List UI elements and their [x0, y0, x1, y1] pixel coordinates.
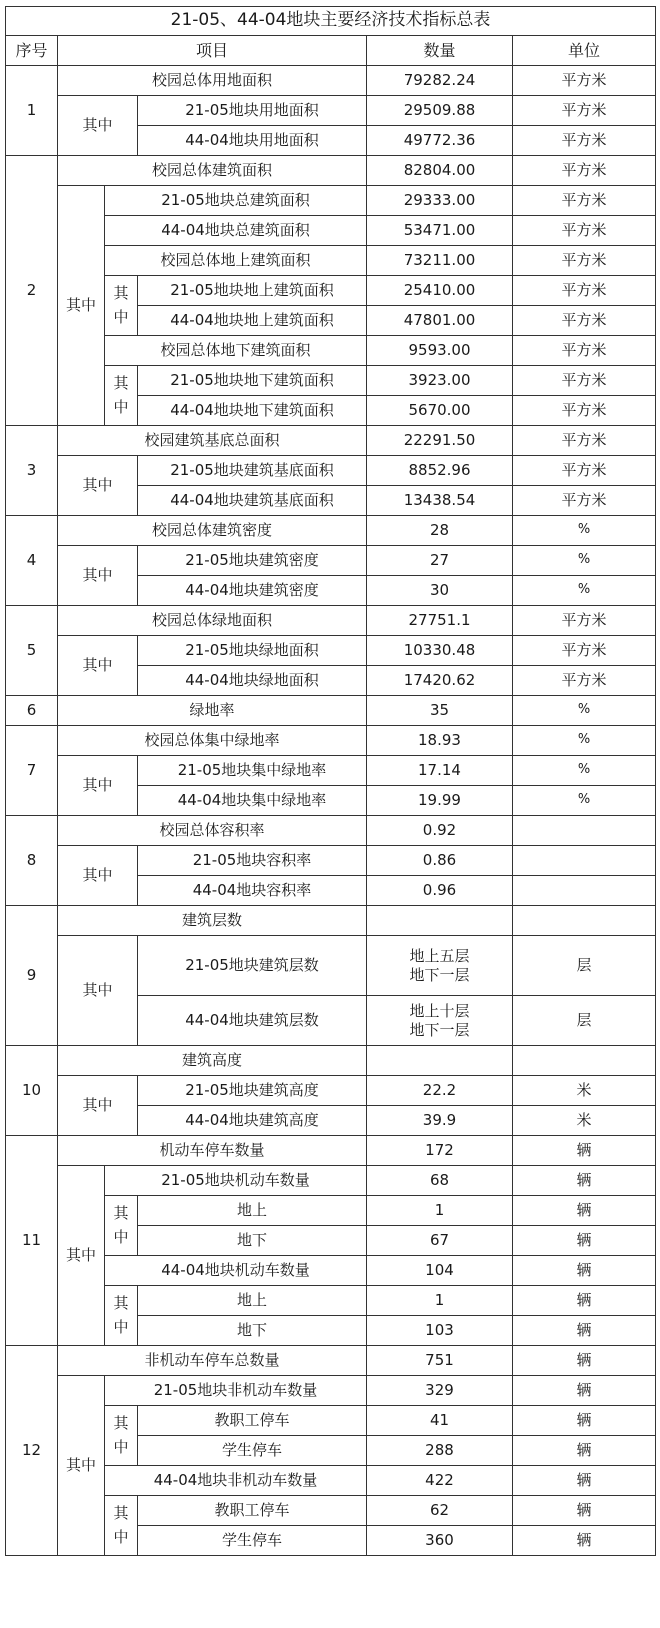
item-cell: 44-04地块建筑层数 — [138, 996, 367, 1046]
qizhong-label-vertical: 其 中 — [105, 1196, 138, 1256]
qty-cell: 3923.00 — [367, 366, 513, 396]
unit-cell: 辆 — [513, 1376, 656, 1406]
table-row — [6, 426, 656, 456]
unit-cell — [513, 876, 656, 906]
row-number: 5 — [6, 606, 58, 696]
item-cell: 21-05地块建筑基底面积 — [138, 456, 367, 486]
unit-cell: % — [513, 516, 656, 546]
qty-cell: 67 — [367, 1226, 513, 1256]
item-cell: 44-04地块建筑高度 — [138, 1106, 367, 1136]
table-row — [6, 1346, 656, 1376]
qty-cell: 41 — [367, 1406, 513, 1436]
item-cell: 21-05地块总建筑面积 — [105, 186, 367, 216]
unit-cell: 辆 — [513, 1526, 656, 1556]
qty-cell: 0.92 — [367, 816, 513, 846]
table-row — [6, 726, 656, 756]
qty-cell: 27751.1 — [367, 606, 513, 636]
table-row — [6, 1046, 656, 1076]
qty-cell: 8852.96 — [367, 456, 513, 486]
item-cell: 地上 — [138, 1196, 367, 1226]
item-cell: 44-04地块建筑基底面积 — [138, 486, 367, 516]
item-cell: 44-04地块地下建筑面积 — [138, 396, 367, 426]
item-cell: 44-04地块绿地面积 — [138, 666, 367, 696]
qty-cell: 288 — [367, 1436, 513, 1466]
unit-cell: 辆 — [513, 1166, 656, 1196]
item-cell: 44-04地块地上建筑面积 — [138, 306, 367, 336]
row-number: 3 — [6, 426, 58, 516]
unit-cell: 平方米 — [513, 96, 656, 126]
qty-cell: 53471.00 — [367, 216, 513, 246]
unit-cell: 辆 — [513, 1436, 656, 1466]
qty-cell: 0.96 — [367, 876, 513, 906]
unit-cell: 平方米 — [513, 606, 656, 636]
qty-cell: 172 — [367, 1136, 513, 1166]
qty-cell: 10330.48 — [367, 636, 513, 666]
item-cell: 21-05地块建筑密度 — [138, 546, 367, 576]
item-cell: 21-05地块集中绿地率 — [138, 756, 367, 786]
unit-cell: 平方米 — [513, 246, 656, 276]
qty-cell: 47801.00 — [367, 306, 513, 336]
qty-cell: 73211.00 — [367, 246, 513, 276]
qty-cell: 29333.00 — [367, 186, 513, 216]
qizhong-label-vertical: 其 中 — [105, 276, 138, 336]
unit-cell: % — [513, 696, 656, 726]
unit-cell: 平方米 — [513, 156, 656, 186]
item-cell: 学生停车 — [138, 1436, 367, 1466]
item-cell: 非机动车停车总数量 — [58, 1346, 367, 1376]
table-row — [6, 906, 656, 936]
qty-cell: 79282.24 — [367, 66, 513, 96]
item-cell: 21-05地块容积率 — [138, 846, 367, 876]
item-cell: 21-05地块用地面积 — [138, 96, 367, 126]
item-cell: 地上 — [138, 1286, 367, 1316]
qizhong-label: 其中 — [58, 846, 138, 906]
unit-cell: % — [513, 726, 656, 756]
unit-cell — [513, 846, 656, 876]
table-row — [6, 846, 656, 876]
qty-cell: 82804.00 — [367, 156, 513, 186]
item-cell: 21-05地块地上建筑面积 — [138, 276, 367, 306]
qizhong-label-vertical: 其 中 — [105, 1496, 138, 1556]
item-cell: 44-04地块集中绿地率 — [138, 786, 367, 816]
unit-cell: 平方米 — [513, 336, 656, 366]
table-row — [6, 156, 656, 186]
item-cell: 44-04地块建筑密度 — [138, 576, 367, 606]
qty-cell: 422 — [367, 1466, 513, 1496]
item-cell: 21-05地块非机动车数量 — [105, 1376, 367, 1406]
qizhong-label: 其中 — [58, 186, 105, 426]
qty-cell: 29509.88 — [367, 96, 513, 126]
row-number: 9 — [6, 906, 58, 1046]
qizhong-label: 其中 — [58, 546, 138, 606]
table-row — [6, 606, 656, 636]
qty-cell: 地上十层 地下一层 — [367, 996, 513, 1046]
table-title: 21-05、44-04地块主要经济技术指标总表 — [6, 7, 656, 36]
qty-cell: 25410.00 — [367, 276, 513, 306]
unit-cell: 平方米 — [513, 306, 656, 336]
unit-cell: 辆 — [513, 1346, 656, 1376]
unit-cell: 辆 — [513, 1136, 656, 1166]
qty-cell: 17420.62 — [367, 666, 513, 696]
item-cell: 校园总体地上建筑面积 — [105, 246, 367, 276]
qty-cell: 地上五层 地下一层 — [367, 936, 513, 996]
qty-cell: 13438.54 — [367, 486, 513, 516]
qty-cell: 30 — [367, 576, 513, 606]
qty-cell: 49772.36 — [367, 126, 513, 156]
item-cell: 44-04地块非机动车数量 — [105, 1466, 367, 1496]
qizhong-label: 其中 — [58, 936, 138, 1046]
qty-cell — [367, 906, 513, 936]
qty-cell: 17.14 — [367, 756, 513, 786]
unit-cell: 辆 — [513, 1496, 656, 1526]
qizhong-label: 其中 — [58, 1376, 105, 1556]
item-cell: 21-05地块绿地面积 — [138, 636, 367, 666]
qty-cell: 360 — [367, 1526, 513, 1556]
qty-cell: 39.9 — [367, 1106, 513, 1136]
qty-cell: 0.86 — [367, 846, 513, 876]
row-number: 11 — [6, 1136, 58, 1346]
item-cell: 建筑层数 — [58, 906, 367, 936]
unit-cell: 平方米 — [513, 636, 656, 666]
qty-cell: 28 — [367, 516, 513, 546]
item-cell: 44-04地块机动车数量 — [105, 1256, 367, 1286]
qty-cell: 9593.00 — [367, 336, 513, 366]
unit-cell: 平方米 — [513, 456, 656, 486]
row-number: 4 — [6, 516, 58, 606]
qty-cell: 104 — [367, 1256, 513, 1286]
unit-cell: 平方米 — [513, 276, 656, 306]
table-row — [6, 816, 656, 846]
unit-cell: 层 — [513, 996, 656, 1046]
qizhong-label: 其中 — [58, 636, 138, 696]
unit-cell: 平方米 — [513, 666, 656, 696]
item-cell: 校园总体地下建筑面积 — [105, 336, 367, 366]
qty-cell: 19.99 — [367, 786, 513, 816]
row-number: 6 — [6, 696, 58, 726]
header-no: 序号 — [6, 36, 58, 66]
unit-cell: 辆 — [513, 1466, 656, 1496]
item-cell: 校园总体用地面积 — [58, 66, 367, 96]
qty-cell: 1 — [367, 1196, 513, 1226]
unit-cell: 平方米 — [513, 366, 656, 396]
table-row — [6, 66, 656, 96]
item-cell: 教职工停车 — [138, 1496, 367, 1526]
unit-cell: 平方米 — [513, 486, 656, 516]
row-number: 8 — [6, 816, 58, 906]
header-qty: 数量 — [367, 36, 513, 66]
table-row — [6, 96, 656, 126]
unit-cell: 辆 — [513, 1406, 656, 1436]
qty-cell: 5670.00 — [367, 396, 513, 426]
unit-cell: % — [513, 576, 656, 606]
unit-cell: 辆 — [513, 1256, 656, 1286]
qizhong-label: 其中 — [58, 756, 138, 816]
unit-cell: % — [513, 546, 656, 576]
row-number: 1 — [6, 66, 58, 156]
item-cell: 教职工停车 — [138, 1406, 367, 1436]
qizhong-label: 其中 — [58, 456, 138, 516]
qty-cell: 18.93 — [367, 726, 513, 756]
indicator-table — [5, 6, 656, 1556]
item-cell: 21-05地块建筑层数 — [138, 936, 367, 996]
table-row — [6, 546, 656, 576]
qizhong-label-vertical: 其 中 — [105, 1406, 138, 1466]
table-row — [6, 516, 656, 546]
header-unit: 单位 — [513, 36, 656, 66]
qizhong-label: 其中 — [58, 1076, 138, 1136]
unit-cell: % — [513, 756, 656, 786]
table-row — [6, 636, 656, 666]
item-cell: 21-05地块地下建筑面积 — [138, 366, 367, 396]
unit-cell: % — [513, 786, 656, 816]
unit-cell: 层 — [513, 936, 656, 996]
item-cell: 学生停车 — [138, 1526, 367, 1556]
item-cell: 地下 — [138, 1226, 367, 1256]
unit-cell: 辆 — [513, 1196, 656, 1226]
item-cell: 绿地率 — [58, 696, 367, 726]
item-cell: 44-04地块总建筑面积 — [105, 216, 367, 246]
row-number: 12 — [6, 1346, 58, 1556]
qty-cell: 62 — [367, 1496, 513, 1526]
unit-cell: 米 — [513, 1076, 656, 1106]
header-row — [6, 36, 656, 66]
unit-cell: 平方米 — [513, 216, 656, 246]
unit-cell: 平方米 — [513, 396, 656, 426]
item-cell: 校园总体集中绿地率 — [58, 726, 367, 756]
unit-cell: 辆 — [513, 1316, 656, 1346]
qizhong-label: 其中 — [58, 96, 138, 156]
unit-cell — [513, 1046, 656, 1076]
qty-cell: 22.2 — [367, 1076, 513, 1106]
unit-cell: 平方米 — [513, 66, 656, 96]
unit-cell: 辆 — [513, 1286, 656, 1316]
table-row — [6, 696, 656, 726]
qizhong-label: 其中 — [58, 1166, 105, 1346]
table-row — [6, 756, 656, 786]
table-row — [6, 1136, 656, 1166]
item-cell: 21-05地块机动车数量 — [105, 1166, 367, 1196]
row-number: 2 — [6, 156, 58, 426]
unit-cell: 辆 — [513, 1226, 656, 1256]
item-cell: 校园总体建筑面积 — [58, 156, 367, 186]
unit-cell — [513, 816, 656, 846]
item-cell: 校园总体建筑密度 — [58, 516, 367, 546]
item-cell: 44-04地块用地面积 — [138, 126, 367, 156]
row-number: 7 — [6, 726, 58, 816]
row-number: 10 — [6, 1046, 58, 1136]
qty-cell: 1 — [367, 1286, 513, 1316]
table-row — [6, 936, 656, 996]
item-cell: 机动车停车数量 — [58, 1136, 367, 1166]
qty-cell: 35 — [367, 696, 513, 726]
qty-cell: 22291.50 — [367, 426, 513, 456]
unit-cell: 平方米 — [513, 126, 656, 156]
table-row — [6, 1376, 656, 1406]
qty-cell — [367, 1046, 513, 1076]
table-row — [6, 456, 656, 486]
item-cell: 地下 — [138, 1316, 367, 1346]
qty-cell: 68 — [367, 1166, 513, 1196]
table-row — [6, 1076, 656, 1106]
unit-cell: 平方米 — [513, 426, 656, 456]
unit-cell — [513, 906, 656, 936]
qizhong-label-vertical: 其 中 — [105, 1286, 138, 1346]
unit-cell: 平方米 — [513, 186, 656, 216]
qty-cell: 103 — [367, 1316, 513, 1346]
item-cell: 校园总体容积率 — [58, 816, 367, 846]
item-cell: 建筑高度 — [58, 1046, 367, 1076]
item-cell: 44-04地块容积率 — [138, 876, 367, 906]
qty-cell: 329 — [367, 1376, 513, 1406]
unit-cell: 米 — [513, 1106, 656, 1136]
qty-cell: 27 — [367, 546, 513, 576]
item-cell: 校园建筑基底总面积 — [58, 426, 367, 456]
qty-cell: 751 — [367, 1346, 513, 1376]
item-cell: 21-05地块建筑高度 — [138, 1076, 367, 1106]
item-cell: 校园总体绿地面积 — [58, 606, 367, 636]
table-row — [6, 1166, 656, 1196]
header-item: 项目 — [58, 36, 367, 66]
qizhong-label-vertical: 其 中 — [105, 366, 138, 426]
table-row — [6, 186, 656, 216]
